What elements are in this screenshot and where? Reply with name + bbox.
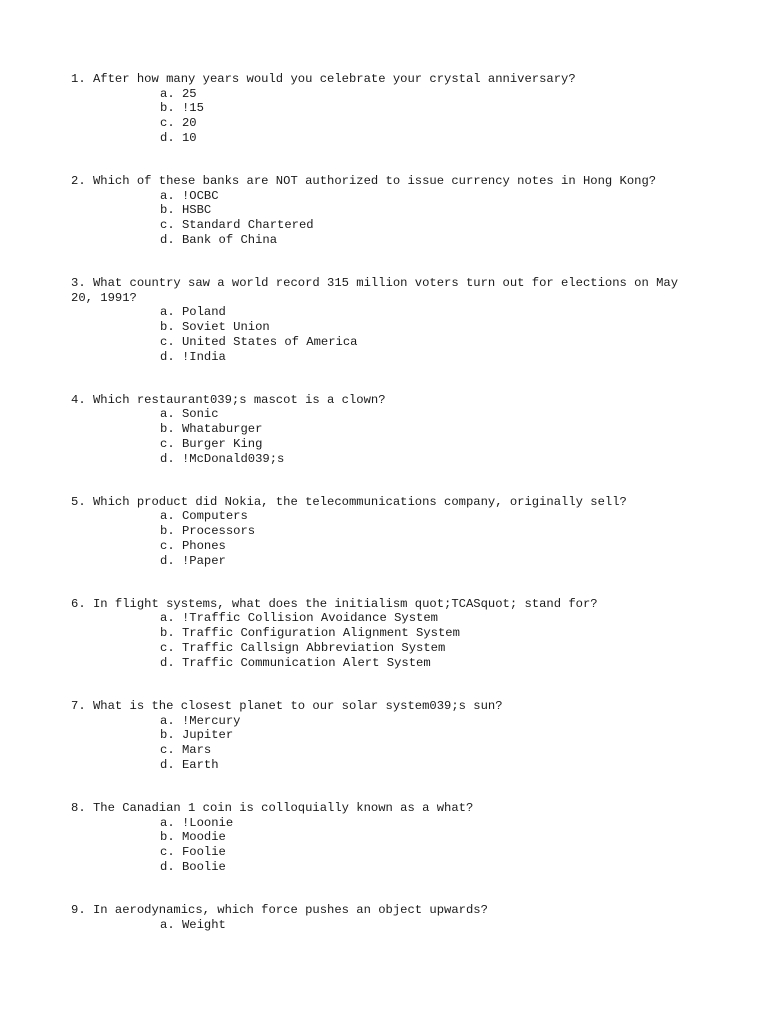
question-prompt: What country saw a world record 315 million voters turn out for elections on May 20, 1991? xyxy=(71,276,686,305)
option-text: !McDonald039;s xyxy=(181,451,285,466)
option-letter: d. xyxy=(160,130,175,145)
option-text: Jupiter xyxy=(181,728,234,743)
option-text: Computers xyxy=(181,509,248,524)
question-number: 7. xyxy=(71,698,86,713)
option-letter: a. xyxy=(160,407,175,422)
option-letter: b. xyxy=(160,626,175,641)
answer-option xyxy=(160,509,701,524)
option-letter: a. xyxy=(160,611,175,626)
question-prompt: What is the closest planet to our solar system039;s sun? xyxy=(92,698,503,713)
answer-option xyxy=(160,87,701,102)
option-text: Boolie xyxy=(181,859,226,874)
option-letter: a. xyxy=(160,815,175,830)
answer-option xyxy=(160,116,701,131)
answer-options xyxy=(71,918,701,933)
question-text xyxy=(71,495,701,510)
question-prompt: In flight systems, what does the initialism quot;TCASquot; stand for? xyxy=(92,596,598,611)
option-text: Traffic Configuration Alignment System xyxy=(181,626,460,641)
option-letter: a. xyxy=(160,509,175,524)
option-text: !Mercury xyxy=(181,713,241,728)
answer-option xyxy=(160,656,701,671)
question-number: 6. xyxy=(71,596,86,611)
answer-option xyxy=(160,611,701,626)
answer-option xyxy=(160,830,701,845)
answer-options xyxy=(71,189,701,248)
answer-option xyxy=(160,626,701,641)
answer-option xyxy=(160,407,701,422)
option-text: Foolie xyxy=(181,844,226,859)
question-number: 5. xyxy=(71,494,86,509)
question-prompt: The Canadian 1 coin is colloquially known as a what? xyxy=(92,800,474,815)
answer-options xyxy=(71,305,701,364)
option-text: 10 xyxy=(181,130,197,145)
question-number: 4. xyxy=(71,392,86,407)
option-text: Earth xyxy=(181,757,219,772)
question-prompt: Which of these banks are NOT authorized to issue currency notes in Hong Kong? xyxy=(92,174,657,189)
question-number: 9. xyxy=(71,902,86,917)
option-text: Processors xyxy=(181,524,256,539)
question-block xyxy=(71,801,701,875)
answer-option xyxy=(160,845,701,860)
option-text: !15 xyxy=(181,101,204,116)
question-block xyxy=(71,699,701,773)
option-text: 25 xyxy=(181,86,197,101)
option-letter: d. xyxy=(160,859,175,874)
answer-options xyxy=(71,407,701,466)
answer-option xyxy=(160,728,701,743)
option-text: Phones xyxy=(181,538,226,553)
option-text: United States of America xyxy=(181,334,358,349)
question-block xyxy=(71,495,701,569)
answer-option xyxy=(160,918,701,933)
answer-options xyxy=(71,816,701,875)
answer-option xyxy=(160,422,701,437)
question-number: 1. xyxy=(71,72,86,86)
option-text: !Traffic Collision Avoidance System xyxy=(181,611,438,626)
answer-option xyxy=(160,554,701,569)
option-text: Traffic Communication Alert System xyxy=(181,655,431,670)
option-letter: b. xyxy=(160,728,175,743)
question-text xyxy=(71,174,701,189)
option-letter: c. xyxy=(160,640,175,655)
question-text xyxy=(71,393,701,408)
question-number: 8. xyxy=(71,800,86,815)
option-letter: c. xyxy=(160,436,175,451)
option-letter: b. xyxy=(160,101,175,116)
option-letter: a. xyxy=(160,188,175,203)
answer-option xyxy=(160,758,701,773)
option-letter: c. xyxy=(160,218,175,233)
option-text: Weight xyxy=(181,917,226,932)
question-prompt: Which restaurant039;s mascot is a clown? xyxy=(92,392,386,407)
question-number: 2. xyxy=(71,174,86,189)
option-text: HSBC xyxy=(181,203,212,218)
question-block xyxy=(71,597,701,671)
option-text: Sonic xyxy=(181,407,219,422)
question-prompt: In aerodynamics, which force pushes an object upwards? xyxy=(92,902,488,917)
option-letter: a. xyxy=(160,917,175,932)
answer-option xyxy=(160,233,701,248)
answer-options xyxy=(71,509,701,568)
question-number: 3. xyxy=(71,276,86,291)
answer-option xyxy=(160,218,701,233)
option-letter: b. xyxy=(160,422,175,437)
option-text: Whataburger xyxy=(181,422,263,437)
answer-option xyxy=(160,131,701,146)
option-text: !India xyxy=(181,349,226,364)
question-text xyxy=(71,903,701,918)
option-text: 20 xyxy=(181,116,197,131)
answer-options xyxy=(71,87,701,146)
question-text xyxy=(71,72,701,87)
question-prompt: After how many years would you celebrate your crystal anniversary? xyxy=(92,72,576,86)
answer-option xyxy=(160,860,701,875)
option-text: Poland xyxy=(181,305,226,320)
answer-options xyxy=(71,714,701,773)
option-text: !Loonie xyxy=(181,815,234,830)
question-block xyxy=(71,276,701,364)
question-text xyxy=(71,699,701,714)
answer-option xyxy=(160,189,701,204)
question-text xyxy=(71,801,701,816)
answer-option xyxy=(160,305,701,320)
question-block xyxy=(71,174,701,248)
question-block xyxy=(71,72,701,146)
option-letter: c. xyxy=(160,742,175,757)
answer-option xyxy=(160,714,701,729)
option-letter: d. xyxy=(160,655,175,670)
answer-option xyxy=(160,641,701,656)
answer-option xyxy=(160,350,701,365)
question-block xyxy=(71,903,701,932)
option-text: Traffic Callsign Abbreviation System xyxy=(181,640,446,655)
option-letter: a. xyxy=(160,86,175,101)
option-text: Soviet Union xyxy=(181,320,270,335)
question-block xyxy=(71,393,701,467)
answer-option xyxy=(160,524,701,539)
option-text: !OCBC xyxy=(181,188,219,203)
option-text: Burger King xyxy=(181,436,263,451)
option-text: Standard Chartered xyxy=(181,218,314,233)
option-letter: c. xyxy=(160,538,175,553)
option-letter: c. xyxy=(160,116,175,131)
answer-options xyxy=(71,611,701,670)
option-letter: d. xyxy=(160,232,175,247)
option-letter: a. xyxy=(160,305,175,320)
option-letter: c. xyxy=(160,844,175,859)
option-text: Bank of China xyxy=(181,232,278,247)
answer-option xyxy=(160,539,701,554)
option-letter: d. xyxy=(160,451,175,466)
answer-option xyxy=(160,320,701,335)
option-letter: b. xyxy=(160,320,175,335)
option-letter: a. xyxy=(160,713,175,728)
option-text: !Paper xyxy=(181,553,226,568)
answer-option xyxy=(160,452,701,467)
option-text: Mars xyxy=(181,742,212,757)
option-letter: c. xyxy=(160,334,175,349)
question-text xyxy=(71,597,701,612)
option-letter: d. xyxy=(160,553,175,568)
option-letter: b. xyxy=(160,524,175,539)
quiz-document xyxy=(71,72,701,961)
answer-option xyxy=(160,437,701,452)
option-letter: b. xyxy=(160,203,175,218)
option-letter: d. xyxy=(160,349,175,364)
option-letter: d. xyxy=(160,757,175,772)
answer-option xyxy=(160,743,701,758)
option-letter: b. xyxy=(160,830,175,845)
answer-option xyxy=(160,816,701,831)
answer-option xyxy=(160,203,701,218)
option-text: Moodie xyxy=(181,830,226,845)
answer-option xyxy=(160,101,701,116)
question-prompt: Which product did Nokia, the telecommunications company, originally sell? xyxy=(92,494,627,509)
answer-option xyxy=(160,335,701,350)
question-text xyxy=(71,276,701,305)
